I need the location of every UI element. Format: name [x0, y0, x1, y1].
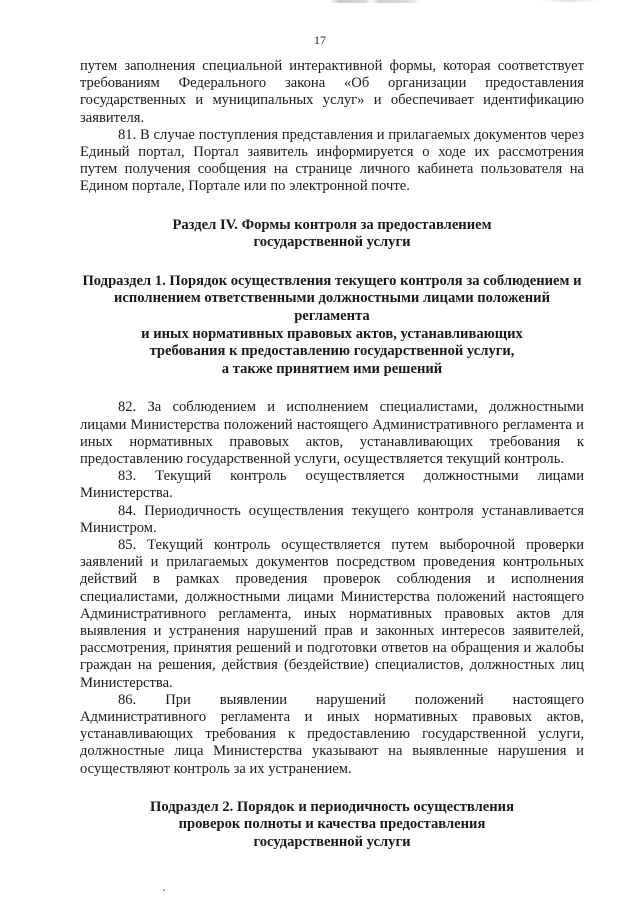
- page-number: 17: [314, 33, 326, 47]
- document-body: [80, 58, 584, 852]
- section-heading-line: государственной услуги: [253, 234, 411, 251]
- paragraph-81: 81. В случае поступления представления и прилагаемых документов через Единый портал, Портал заявитель информируется о ходе их рассмотрения путем получения сообщения на странице личного кабинета пользователя на Едином портале, Портале или по электронной почте.: [80, 126, 584, 195]
- scan-speck: [163, 889, 165, 891]
- paragraph-85: 85. Текущий контроль осуществляется путем выборочной проверки заявлений и прилагаемых документов посредством проведения контрольных действий в рамках проведения проверок соблюдения и исполнения специалистами, должностными лицами Министерства положений настоящего Административного регламента, иных нормативных правовых актов для выявления и устранения нарушений прав и законных интересов заявителей, рассмотрения, принятия решений и подготовки ответов на обращения и жалобы граждан на решения, действия (бездействие) специалистов, должностных лиц Министерства.: [80, 537, 584, 691]
- scan-artifact: [540, 0, 600, 2]
- section-heading: [80, 217, 584, 252]
- paragraph-84: 84. Периодичность осуществления текущего контроля устанавливается Министром.: [80, 502, 584, 536]
- scan-artifact: [330, 0, 420, 3]
- paragraph-80-continuation: путем заполнения специальной интерактивной формы, которая соответствует требованиям Федерального закона «Об организации предоставления государственных и муниципальных услуг» и обеспечивает идентификацию заявителя.: [80, 58, 584, 126]
- subsection-heading-line: а также принятием ими решений: [221, 360, 443, 377]
- subsection-heading-line: Подраздел 1. Порядок осуществления текущего контроля за соблюдением и: [82, 272, 582, 289]
- subsection-heading-line: исполнением ответственными должностными лицами положений регламента: [114, 290, 550, 324]
- paragraph-82: 82. За соблюдением и исполнением специалистами, должностными лицами Министерства положений настоящего Административного регламента и иных нормативных правовых актов, устанавливающих требования к предоставлению государственной услуги, осуществляется текущий контроль.: [80, 399, 584, 467]
- subsection-heading-line: государственной услуги: [253, 834, 411, 851]
- subsection-1-heading: [80, 273, 584, 379]
- paragraph-83: 83. Текущий контроль осуществляется должностными лицами Министерства.: [80, 468, 584, 502]
- subsection-heading-line: и иных нормативных правовых актов, устанавливающих: [141, 325, 523, 342]
- subsection-2-heading: [80, 799, 584, 852]
- subsection-heading-line: проверок полноты и качества предоставления: [178, 816, 486, 833]
- paragraph-86: 86. При выявлении нарушений положений настоящего Административного регламента и иных нормативных правовых актов, устанавливающих требования к предоставлению государственной услуги, должностные лица Министерства указывают на выявленные нарушения и осуществляют контроль за их устранением.: [80, 691, 584, 777]
- section-heading-line: Раздел IV. Формы контроля за предоставлением: [172, 216, 492, 233]
- subsection-heading-line: Подраздел 2. Порядок и периодичность осуществления: [150, 798, 514, 815]
- subsection-heading-line: требования к предоставлению государственной услуги,: [149, 343, 515, 360]
